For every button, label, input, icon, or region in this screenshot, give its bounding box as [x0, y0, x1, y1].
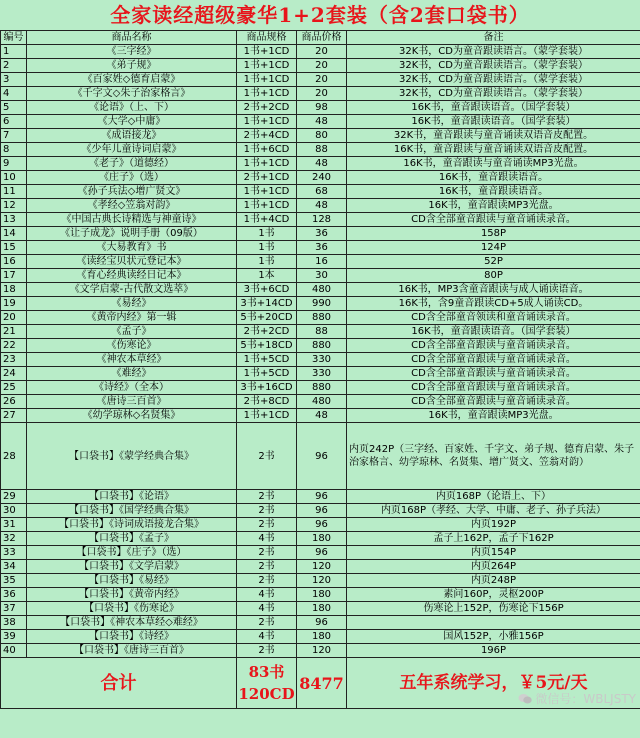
- cell-name: 《让子成龙》说明手册（09版）: [27, 227, 237, 241]
- cell-price: 880: [297, 311, 347, 325]
- cell-spec: 1书+1CD: [237, 45, 297, 59]
- cell-no: 40: [1, 644, 27, 658]
- cell-price: 880: [297, 339, 347, 353]
- cell-no: 14: [1, 227, 27, 241]
- cell-note: CD含全部童音跟读与童音诵读录音。: [347, 353, 640, 367]
- cell-spec: 2书: [237, 546, 297, 560]
- cell-price: 20: [297, 45, 347, 59]
- cell-price: 180: [297, 630, 347, 644]
- cell-name: 《文学启蒙-古代散文选萃》: [27, 283, 237, 297]
- cell-note: [347, 616, 640, 630]
- cell-name: 《神农本草经》: [27, 353, 237, 367]
- cell-price: 36: [297, 241, 347, 255]
- cell-no: 4: [1, 87, 27, 101]
- table-row: [1, 87, 640, 101]
- cell-no: 1: [1, 45, 27, 59]
- cell-name: 《成语接龙》: [27, 129, 237, 143]
- table-row: [1, 185, 640, 199]
- cell-name: 《诗经》（全本）: [27, 381, 237, 395]
- cell-price: 96: [297, 423, 347, 490]
- cell-note: 124P: [347, 241, 640, 255]
- cell-name: 《唐诗三百首》: [27, 395, 237, 409]
- cell-no: 10: [1, 171, 27, 185]
- cell-name: 《育心经典读经日记本》: [27, 269, 237, 283]
- cell-name: 《大学◇中庸》: [27, 115, 237, 129]
- cell-price: 96: [297, 616, 347, 630]
- wechat-icon: [518, 693, 532, 705]
- cell-spec: 1书+1CD: [237, 157, 297, 171]
- cell-spec: 2书+2CD: [237, 101, 297, 115]
- cell-note: 16K书，童音跟读语音。: [347, 185, 640, 199]
- table-row: [1, 504, 640, 518]
- table-row: [1, 269, 640, 283]
- cell-price: 48: [297, 409, 347, 423]
- cell-no: 15: [1, 241, 27, 255]
- table-row: [1, 59, 640, 73]
- cell-name: 【口袋书】《论语》: [27, 490, 237, 504]
- cell-note: CD含全部童音跟读与童音诵读录音。: [347, 395, 640, 409]
- cell-spec: 2书+4CD: [237, 129, 297, 143]
- cell-spec: 1书+1CD: [237, 115, 297, 129]
- cell-spec: 4书: [237, 532, 297, 546]
- cell-spec: 1书: [237, 227, 297, 241]
- cell-note: 内页168P（孝经、大学、中庸、老子、孙子兵法）: [347, 504, 640, 518]
- cell-name: 《易经》: [27, 297, 237, 311]
- cell-name: 【口袋书】《国学经典合集》: [27, 504, 237, 518]
- cell-name: 《庄子》（选）: [27, 171, 237, 185]
- cell-no: 2: [1, 59, 27, 73]
- cell-price: 480: [297, 283, 347, 297]
- cell-no: 27: [1, 409, 27, 423]
- cell-price: 180: [297, 532, 347, 546]
- cell-name: 【口袋书】《易经》: [27, 574, 237, 588]
- cell-name: 《伤寒论》: [27, 339, 237, 353]
- cell-spec: 2书+2CD: [237, 325, 297, 339]
- cell-spec: 1书: [237, 241, 297, 255]
- cell-note: CD含全部童音领读和童音诵读录音。: [347, 311, 640, 325]
- cell-no: 17: [1, 269, 27, 283]
- cell-spec: 2书: [237, 616, 297, 630]
- cell-no: 9: [1, 157, 27, 171]
- cell-note: 196P: [347, 644, 640, 658]
- cell-spec: 3书+14CD: [237, 297, 297, 311]
- header-name: 商品名称: [27, 31, 237, 45]
- cell-spec: 2书+8CD: [237, 395, 297, 409]
- cell-no: 6: [1, 115, 27, 129]
- cell-no: 35: [1, 574, 27, 588]
- product-table: [0, 30, 640, 709]
- cell-spec: 1书+1CD: [237, 199, 297, 213]
- cell-price: 120: [297, 560, 347, 574]
- table-row: [1, 644, 640, 658]
- cell-name: 【口袋书】《庄子》（选）: [27, 546, 237, 560]
- sheet-title: 全家读经超级豪华1+2套装（含2套口袋书）: [110, 3, 530, 27]
- cell-price: 96: [297, 518, 347, 532]
- cell-note: 32K书，CD为童音跟读语言。（蒙学套装）: [347, 45, 640, 59]
- cell-no: 29: [1, 490, 27, 504]
- cell-no: 24: [1, 367, 27, 381]
- cell-name: 《千字文◇朱子治家格言》: [27, 87, 237, 101]
- cell-spec: 4书: [237, 630, 297, 644]
- table-row: [1, 367, 640, 381]
- cell-no: 31: [1, 518, 27, 532]
- table-row: [1, 255, 640, 269]
- cell-no: 28: [1, 423, 27, 490]
- cell-name: 《孙子兵法◇增广贤文》: [27, 185, 237, 199]
- cell-price: 98: [297, 101, 347, 115]
- cell-note: 16K书，童音跟读MP3光盘。: [347, 199, 640, 213]
- total-spec: [237, 658, 297, 709]
- cell-price: 990: [297, 297, 347, 311]
- cell-name: 《老子》（道德经）: [27, 157, 237, 171]
- cell-name: 《孟子》: [27, 325, 237, 339]
- cell-no: 18: [1, 283, 27, 297]
- cell-price: 180: [297, 588, 347, 602]
- table-row: [1, 381, 640, 395]
- cell-price: 16: [297, 255, 347, 269]
- cell-note: 孟子上162P，孟子下162P: [347, 532, 640, 546]
- total-note: 五年系统学习，￥5元/天: [347, 658, 640, 709]
- cell-price: 88: [297, 325, 347, 339]
- table-row: [1, 213, 640, 227]
- cell-note: 素问160P，灵枢200P: [347, 588, 640, 602]
- cell-price: 68: [297, 185, 347, 199]
- table-row: [1, 560, 640, 574]
- watermark-text: 微信号：WBLJSTY: [535, 692, 636, 706]
- cell-spec: 2书: [237, 644, 297, 658]
- cell-name: 《三字经》: [27, 45, 237, 59]
- cell-spec: 2书: [237, 423, 297, 490]
- cell-price: 20: [297, 73, 347, 87]
- cell-name: 《大易教育》书: [27, 241, 237, 255]
- header-price: 商品价格: [297, 31, 347, 45]
- cell-price: 120: [297, 574, 347, 588]
- cell-spec: 5书+18CD: [237, 339, 297, 353]
- cell-note: 16K书，MP3含童音跟读与成人诵读语音。: [347, 283, 640, 297]
- cell-spec: 1书+5CD: [237, 353, 297, 367]
- cell-no: 30: [1, 504, 27, 518]
- cell-no: 5: [1, 101, 27, 115]
- cell-no: 37: [1, 602, 27, 616]
- cell-price: 36: [297, 227, 347, 241]
- cell-name: 【口袋书】《诗词成语接龙合集》: [27, 518, 237, 532]
- cell-spec: 2书+1CD: [237, 171, 297, 185]
- cell-price: 96: [297, 504, 347, 518]
- cell-price: 96: [297, 490, 347, 504]
- cell-spec: 2书: [237, 560, 297, 574]
- cell-note: 伤寒论上152P，伤寒论下156P: [347, 602, 640, 616]
- table-row: [1, 45, 640, 59]
- table-row: [1, 325, 640, 339]
- cell-name: 《难经》: [27, 367, 237, 381]
- cell-note: 158P: [347, 227, 640, 241]
- cell-name: 《幼学琼林◇名贤集》: [27, 409, 237, 423]
- cell-price: 20: [297, 87, 347, 101]
- cell-name: 《中国古典长诗精选与神童诗》: [27, 213, 237, 227]
- cell-no: 16: [1, 255, 27, 269]
- cell-note: 内页264P: [347, 560, 640, 574]
- cell-name: 【口袋书】《诗经》: [27, 630, 237, 644]
- table-row: [1, 101, 640, 115]
- cell-name: 【口袋书】《伤寒论》: [27, 602, 237, 616]
- cell-no: 23: [1, 353, 27, 367]
- table-row: [1, 283, 640, 297]
- table-row: [1, 616, 640, 630]
- cell-note: 32K书，CD为童音跟读语言。（蒙学套装）: [347, 59, 640, 73]
- header-note: 备注: [347, 31, 640, 45]
- cell-price: 48: [297, 199, 347, 213]
- cell-note: CD含全部童音跟读与童音诵读录音。: [347, 367, 640, 381]
- cell-price: 88: [297, 143, 347, 157]
- cell-note: 32K书，CD为童音跟读语言。（蒙学套装）: [347, 73, 640, 87]
- cell-no: 8: [1, 143, 27, 157]
- cell-spec: 2书: [237, 490, 297, 504]
- total-spec-cds: 120CD: [238, 685, 295, 703]
- total-label: 合计: [1, 658, 237, 709]
- cell-name: 【口袋书】《黄帝内经》: [27, 588, 237, 602]
- cell-note: 16K书，童音跟读语音。（国学套装）: [347, 325, 640, 339]
- cell-name: 《少年儿童诗词启蒙》: [27, 143, 237, 157]
- cell-note: 内页248P: [347, 574, 640, 588]
- total-price: 8477: [297, 658, 347, 709]
- cell-no: 12: [1, 199, 27, 213]
- cell-name: 【口袋书】《神农本草经◇难经》: [27, 616, 237, 630]
- header-spec: 商品规格: [237, 31, 297, 45]
- cell-no: 38: [1, 616, 27, 630]
- cell-spec: 2书: [237, 504, 297, 518]
- cell-no: 39: [1, 630, 27, 644]
- cell-no: 13: [1, 213, 27, 227]
- cell-note: 16K书，童音跟读语音。: [347, 171, 640, 185]
- cell-price: 480: [297, 395, 347, 409]
- table-row: [1, 339, 640, 353]
- cell-name: 《论语》（上、下）: [27, 101, 237, 115]
- cell-name: 《孝经◇笠翁对韵》: [27, 199, 237, 213]
- cell-name: 《读经宝贝状元登记本》: [27, 255, 237, 269]
- table-row: [1, 546, 640, 560]
- cell-spec: 1书+1CD: [237, 59, 297, 73]
- table-row: [1, 241, 640, 255]
- table-row: [1, 588, 640, 602]
- cell-price: 30: [297, 269, 347, 283]
- table-header-row: [1, 31, 640, 45]
- table-row: [1, 423, 640, 490]
- cell-no: 32: [1, 532, 27, 546]
- table-row: [1, 297, 640, 311]
- cell-no: 36: [1, 588, 27, 602]
- cell-note: 16K书，含9童音跟读CD+5成人诵读CD。: [347, 297, 640, 311]
- cell-no: 20: [1, 311, 27, 325]
- header-no: 编号: [1, 31, 27, 45]
- watermark: [518, 690, 636, 707]
- cell-price: 128: [297, 213, 347, 227]
- cell-note: 内页192P: [347, 518, 640, 532]
- table-row: [1, 115, 640, 129]
- table-row: [1, 353, 640, 367]
- cell-note: 国风152P，小雅156P: [347, 630, 640, 644]
- cell-spec: 1书+6CD: [237, 143, 297, 157]
- cell-spec: 1书+1CD: [237, 87, 297, 101]
- cell-no: 22: [1, 339, 27, 353]
- table-row: [1, 311, 640, 325]
- table-row: [1, 73, 640, 87]
- cell-spec: 1书+5CD: [237, 367, 297, 381]
- cell-spec: 1书+1CD: [237, 185, 297, 199]
- table-row: [1, 395, 640, 409]
- table-row: [1, 574, 640, 588]
- cell-note: 16K书，童音跟读语音。（国学套装）: [347, 115, 640, 129]
- cell-note: 32K书，CD为童音跟读语言。（蒙学套装）: [347, 87, 640, 101]
- cell-no: 11: [1, 185, 27, 199]
- table-row: [1, 129, 640, 143]
- cell-name: 《弟子规》: [27, 59, 237, 73]
- cell-note: 80P: [347, 269, 640, 283]
- cell-note: 16K书，童音跟读MP3光盘。: [347, 409, 640, 423]
- cell-spec: 1书+4CD: [237, 213, 297, 227]
- cell-name: 【口袋书】《唐诗三百首》: [27, 644, 237, 658]
- cell-name: 【口袋书】《文学启蒙》: [27, 560, 237, 574]
- cell-price: 20: [297, 59, 347, 73]
- cell-name: 【口袋书】《孟子》: [27, 532, 237, 546]
- cell-spec: 3书+6CD: [237, 283, 297, 297]
- cell-spec: 2书: [237, 574, 297, 588]
- cell-name: 《黄帝内经》第一辑: [27, 311, 237, 325]
- cell-note: CD含全部童音跟读与童音诵读录音。: [347, 339, 640, 353]
- cell-no: 19: [1, 297, 27, 311]
- cell-name: 《百家姓◇德育启蒙》: [27, 73, 237, 87]
- cell-price: 80: [297, 129, 347, 143]
- cell-price: 48: [297, 157, 347, 171]
- cell-spec: 5书+20CD: [237, 311, 297, 325]
- cell-spec: 3书+16CD: [237, 381, 297, 395]
- cell-spec: 1本: [237, 269, 297, 283]
- table-row: [1, 157, 640, 171]
- table-row: [1, 532, 640, 546]
- table-row: [1, 199, 640, 213]
- cell-price: 880: [297, 381, 347, 395]
- cell-note: 16K书，童音跟读语音。（国学套装）: [347, 101, 640, 115]
- cell-note: 32K书，童音跟读与童音诵读双语音皮配置。: [347, 129, 640, 143]
- table-row: [1, 602, 640, 616]
- cell-price: 96: [297, 546, 347, 560]
- cell-price: 180: [297, 602, 347, 616]
- cell-no: 21: [1, 325, 27, 339]
- cell-price: 330: [297, 353, 347, 367]
- table-row: [1, 409, 640, 423]
- cell-note: CD含全部童音跟读与童音诵读录音。: [347, 213, 640, 227]
- cell-price: 48: [297, 115, 347, 129]
- table-row: [1, 490, 640, 504]
- table-row: [1, 227, 640, 241]
- cell-no: 33: [1, 546, 27, 560]
- cell-name: 【口袋书】《蒙学经典合集》: [27, 423, 237, 490]
- cell-spec: 1书+1CD: [237, 409, 297, 423]
- cell-spec: 4书: [237, 588, 297, 602]
- table-row: [1, 171, 640, 185]
- cell-note: 内页154P: [347, 546, 640, 560]
- cell-spec: 1书+1CD: [237, 73, 297, 87]
- total-spec-books: 83书: [248, 663, 285, 681]
- cell-note: CD含全部童音跟读与童音诵读录音。: [347, 381, 640, 395]
- cell-spec: 1书: [237, 255, 297, 269]
- cell-note: 内页168P（论语上、下）: [347, 490, 640, 504]
- cell-no: 26: [1, 395, 27, 409]
- cell-spec: 2书: [237, 518, 297, 532]
- cell-no: 25: [1, 381, 27, 395]
- cell-no: 7: [1, 129, 27, 143]
- cell-note: 52P: [347, 255, 640, 269]
- cell-no: 3: [1, 73, 27, 87]
- cell-no: 34: [1, 560, 27, 574]
- cell-note: 16K书，童音跟读与童音诵读双语音皮配置。: [347, 143, 640, 157]
- cell-spec: 4书: [237, 602, 297, 616]
- table-row: [1, 518, 640, 532]
- table-row: [1, 143, 640, 157]
- cell-note: 内页242P（三字经、百家姓、千字文、弟子规、德育启蒙、朱子治家格言、幼学琼林、名贤集、增广贤文、笠翁对韵）: [347, 423, 640, 490]
- cell-price: 240: [297, 171, 347, 185]
- cell-price: 120: [297, 644, 347, 658]
- cell-price: 330: [297, 367, 347, 381]
- cell-note: 16K书，童音跟读与童音诵读MP3光盘。: [347, 157, 640, 171]
- table-row: [1, 630, 640, 644]
